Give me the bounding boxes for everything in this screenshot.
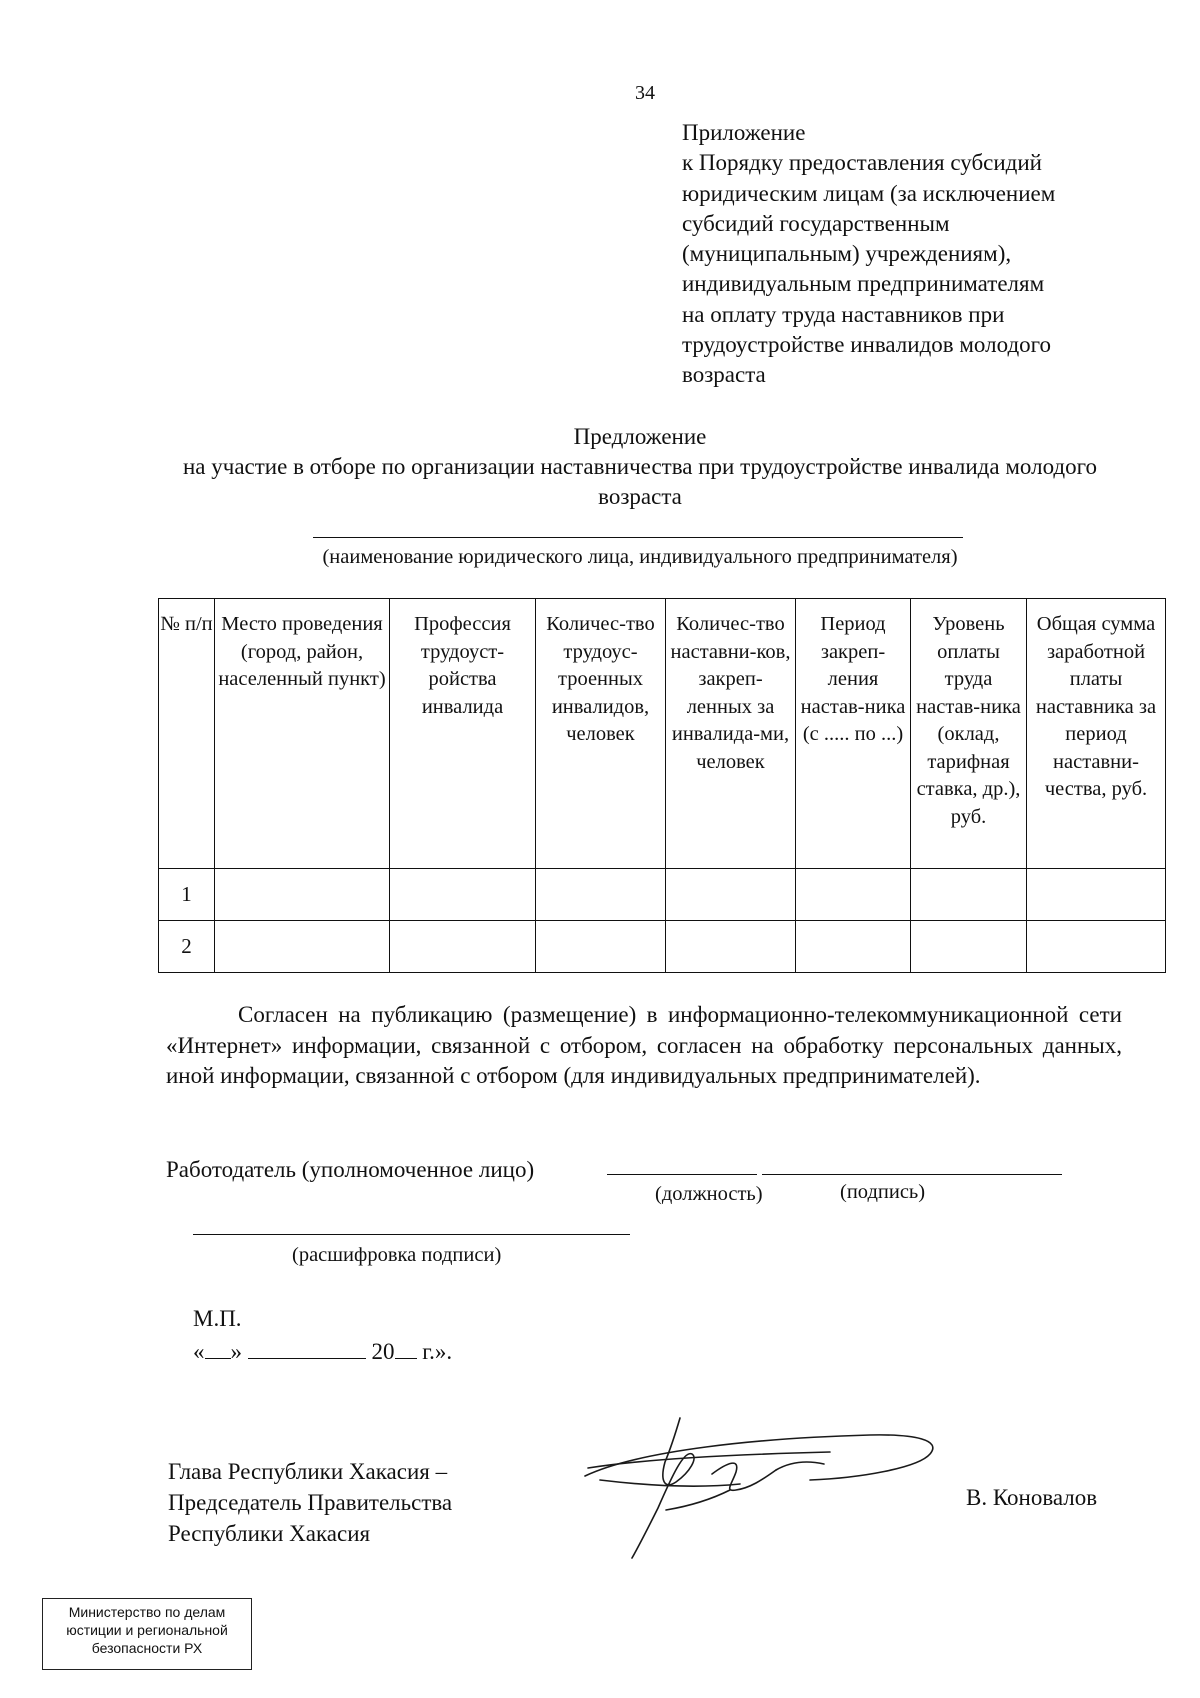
table-cell[interactable] <box>796 921 911 973</box>
table-cell[interactable] <box>911 869 1027 921</box>
date-open-quote: « <box>193 1339 205 1364</box>
date-line <box>193 1336 452 1365</box>
row-number-cell: 2 <box>159 921 215 973</box>
appendix-line: трудоустройстве инвалидов молодого <box>682 332 1052 358</box>
table-cell[interactable] <box>666 869 796 921</box>
table-cell[interactable] <box>796 869 911 921</box>
signature-decode-caption: (расшифровка подписи) <box>292 1244 502 1266</box>
table-cell[interactable] <box>536 869 666 921</box>
signature-decode-line[interactable] <box>193 1234 630 1235</box>
table-cell[interactable] <box>536 921 666 973</box>
head-title-line: Глава Республики Хакасия – <box>168 1459 448 1484</box>
table-cell[interactable] <box>390 869 536 921</box>
appendix-line: Приложение <box>682 120 806 145</box>
appendix-line: к Порядку предоставления субсидий <box>682 150 1042 176</box>
column-header: Период закреп-ления настав-ника (с ..... по ...) <box>796 599 911 869</box>
table-row <box>159 921 1166 973</box>
signature-line[interactable] <box>762 1174 1062 1175</box>
column-header: № п/п <box>159 599 215 869</box>
employer-label: Работодатель (уполномоченное лицо) <box>166 1157 535 1182</box>
signer-name: В. Коновалов <box>966 1485 1098 1510</box>
appendix-line: юридическим лицам (за исключением <box>682 180 1056 206</box>
table-row <box>159 869 1166 921</box>
appendix-line: индивидуальным предпринимателям <box>682 271 1045 297</box>
column-header: Профессия трудоуст-ройства инвалида <box>390 599 536 869</box>
table-cell[interactable] <box>215 869 390 921</box>
row-number-cell: 1 <box>159 869 215 921</box>
registration-stamp <box>42 1598 252 1670</box>
table-header-row <box>159 599 1166 869</box>
consent-paragraph <box>166 1000 1122 1092</box>
stamp-line: безопасности РХ <box>91 1640 203 1656</box>
organization-name-caption: (наименование юридического лица, индивидуального предпринимателя) <box>322 546 958 568</box>
column-header: Уровень оплаты труда настав-ника (оклад, тарифная ставка, др.), руб. <box>911 599 1027 869</box>
appendix-line: (муниципальным) учреждениям), <box>682 241 1012 267</box>
column-header: Место проведения (город, район, населенный пункт) <box>215 599 390 869</box>
month-blank[interactable] <box>248 1336 366 1359</box>
page-number: 34 <box>635 82 655 104</box>
table-cell[interactable] <box>390 921 536 973</box>
stamp-line: юстиции и региональной <box>66 1622 228 1638</box>
stamp-line: Министерство по делам <box>68 1604 226 1620</box>
seal-place-label: М.П. <box>193 1306 242 1331</box>
date-close-quote: » <box>230 1339 242 1364</box>
column-header: Количес-тво трудоус-троенных инвалидов, человек <box>536 599 666 869</box>
head-title-line: Республики Хакасия <box>168 1521 371 1546</box>
table-cell[interactable] <box>215 921 390 973</box>
organization-name-line[interactable] <box>313 537 963 538</box>
date-suffix: г.». <box>422 1339 453 1364</box>
appendix-line: на оплату труда наставников при <box>682 301 1005 327</box>
handwritten-signature <box>580 1410 950 1560</box>
head-title <box>168 1456 452 1549</box>
consent-text: Согласен на публикацию (размещение) в информационно-телекоммуникационной сети «Интернет» информации, связанной с отбором, согласен на обработку персональных данных, иной информации, связанной с отбором (для индивидуальных предпринимателей). <box>166 1002 1122 1088</box>
title-heading: Предложение <box>573 424 707 449</box>
appendix-line: субсидий государственным <box>682 210 950 236</box>
year-blank[interactable] <box>395 1336 417 1359</box>
table-cell[interactable] <box>666 921 796 973</box>
title-subtitle: на участие в отборе по организации наставничества при трудоустройстве инвалида молодого возраста <box>183 454 1097 509</box>
position-caption: (должность) <box>655 1183 763 1205</box>
date-year-prefix: 20 <box>371 1339 395 1364</box>
position-line[interactable] <box>607 1174 757 1175</box>
table-cell[interactable] <box>1027 869 1166 921</box>
table-cell[interactable] <box>1027 921 1166 973</box>
day-blank[interactable] <box>205 1336 231 1359</box>
column-header: Общая сумма заработной платы наставника за период наставни-чества, руб. <box>1027 599 1166 869</box>
table-cell[interactable] <box>911 921 1027 973</box>
signature-caption: (подпись) <box>840 1181 926 1203</box>
proposal-table <box>158 598 1166 973</box>
head-title-line: Председатель Правительства <box>168 1490 453 1515</box>
appendix-line: возраста <box>682 362 766 388</box>
appendix-note <box>682 118 1132 391</box>
column-header: Количес-тво наставни-ков, закреп-ленных за инвалида-ми, человек <box>666 599 796 869</box>
document-title <box>150 422 1130 512</box>
